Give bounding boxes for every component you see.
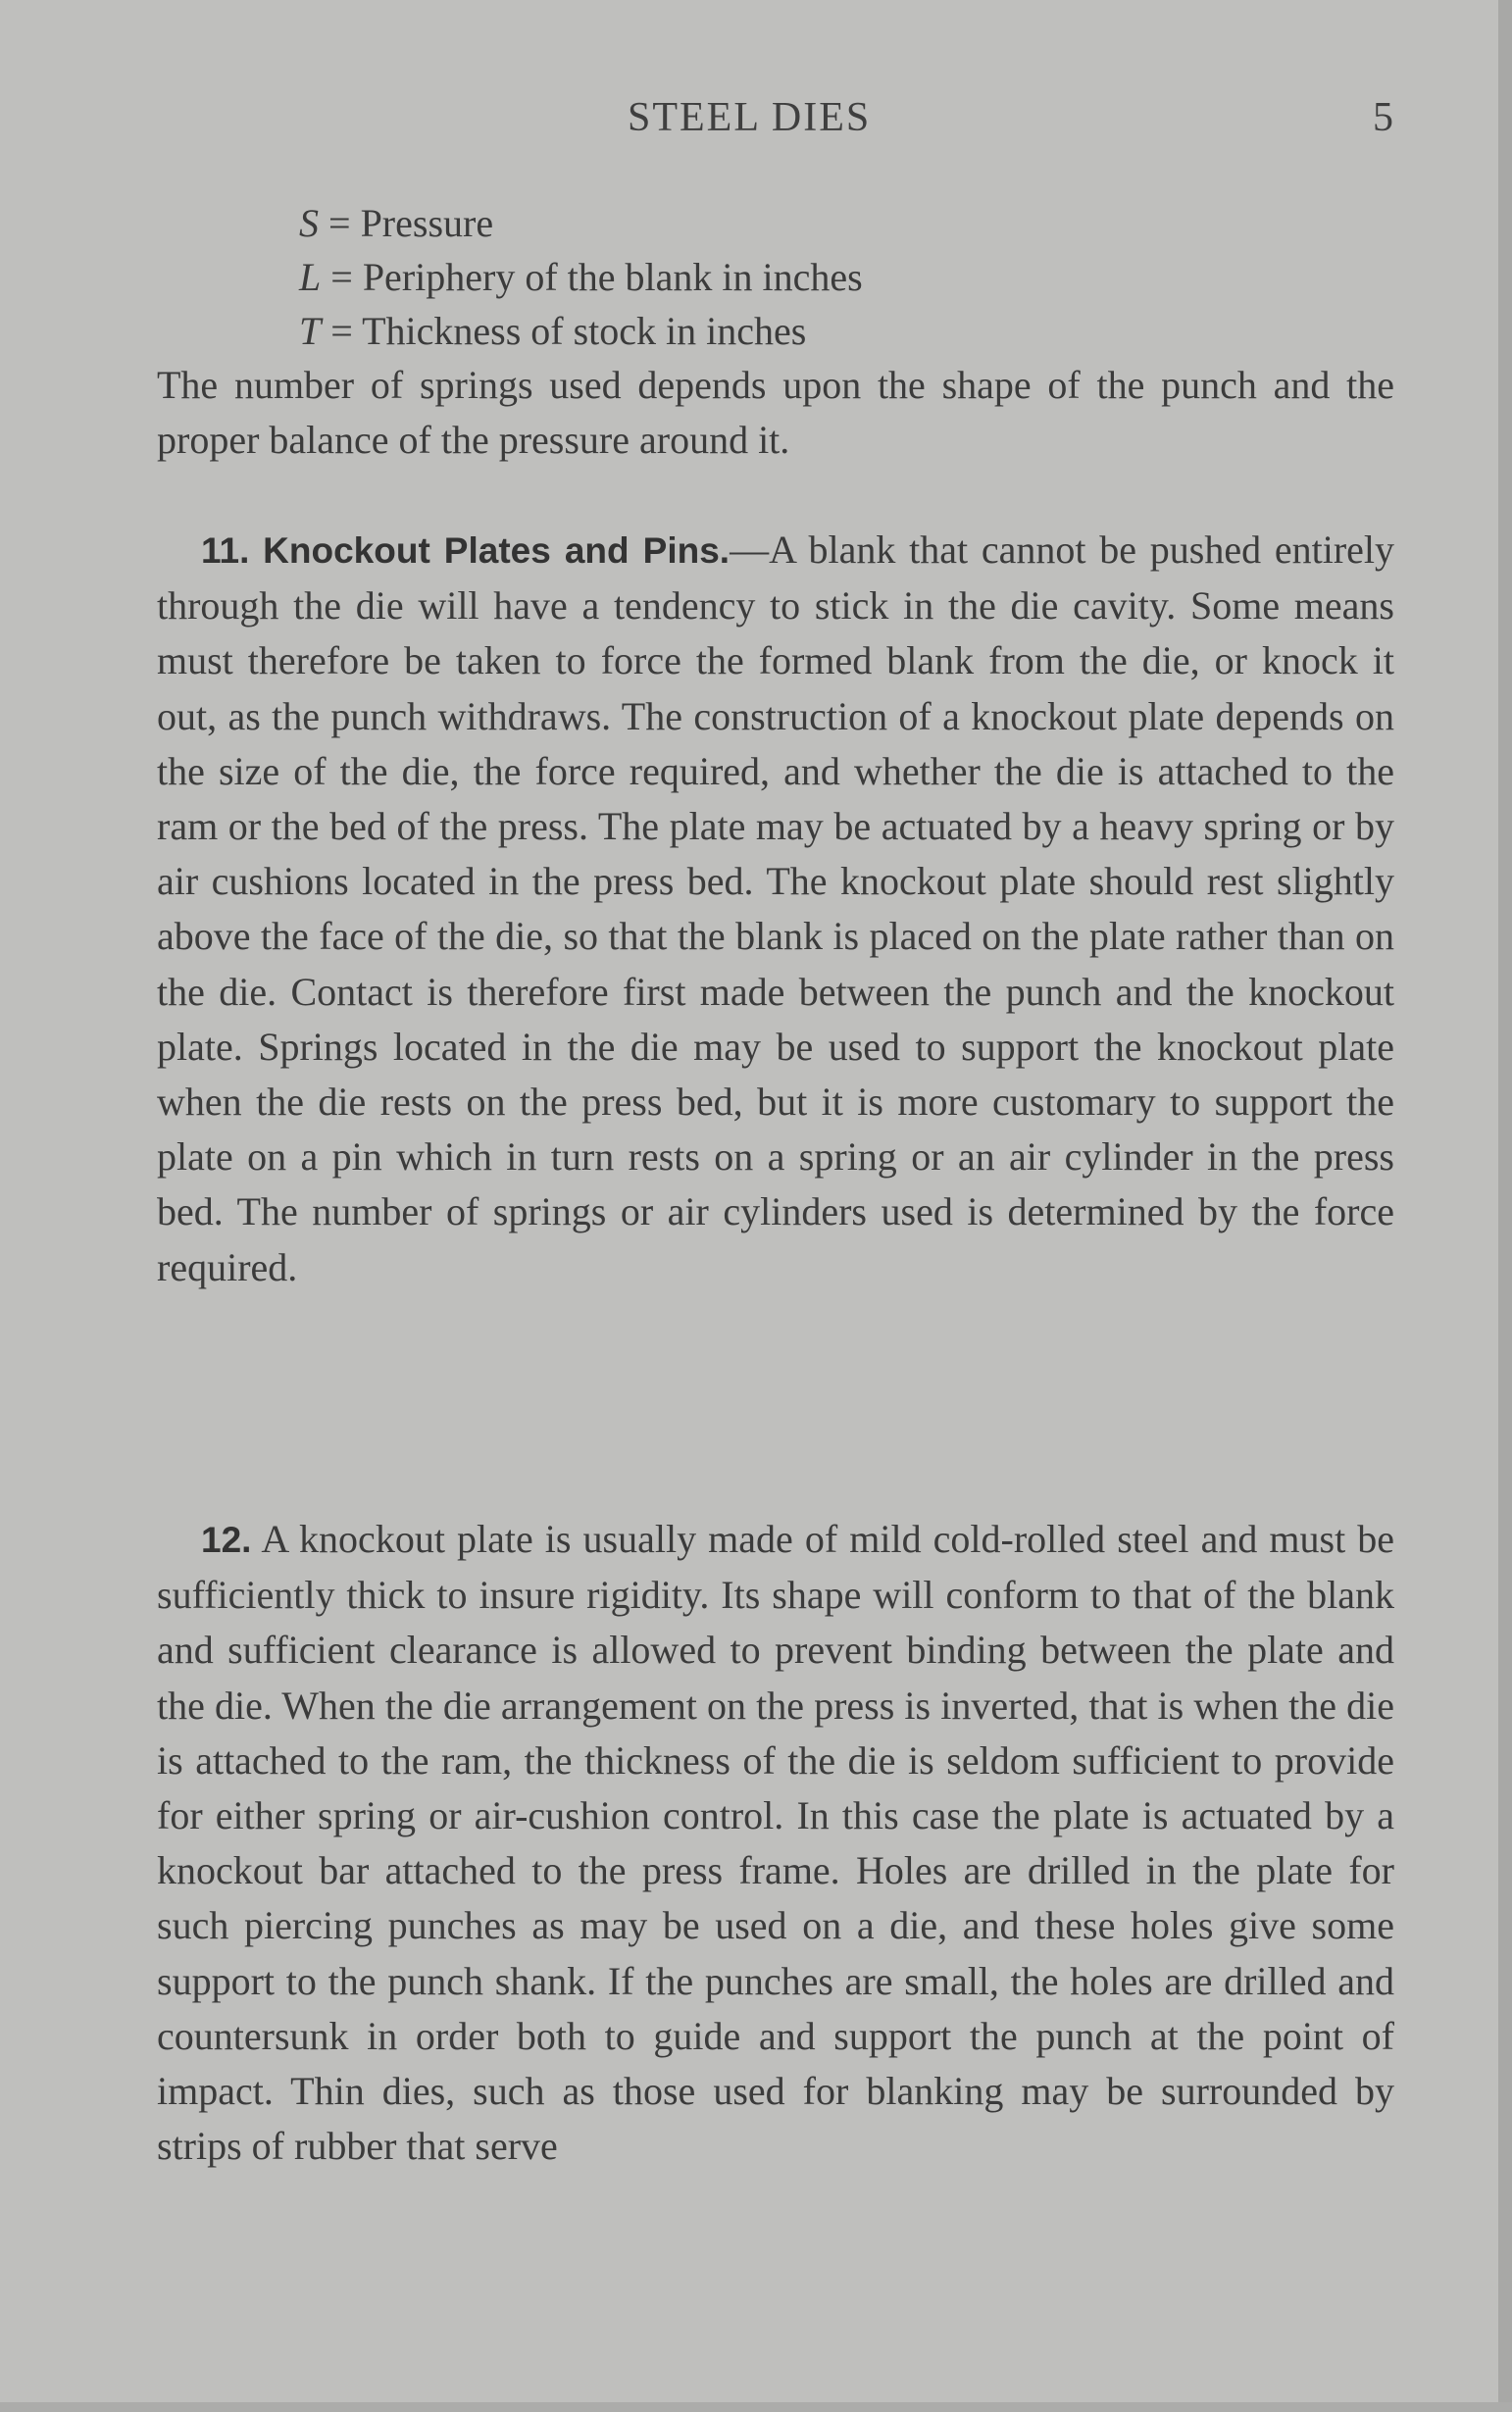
page-bottom-edge [0,2402,1512,2412]
definition-equals: = [321,255,363,299]
section-11-paragraph [157,523,1394,1295]
definition-text: Thickness of stock in inches [362,309,807,353]
running-head: STEEL DIES [628,95,872,140]
section-body: —A blank that cannot be pushed entirely through the die will have a tendency to stick in the die cavity. Some means must therefore be taken to force the formed blank from the die, or knock it out, as the punch withdraws. The construction of a knockout plate depends on the size of the die, the force required, and whether the die is attached to the ram or the bed of the press. The plate may be actuated by a heavy spring or by air cushions located in the press bed. The knockout plate should rest slightly above the face of the die, so that the blank is placed on the plate rather than on the die. Contact is therefore first made between the punch and the knockout plate. Springs located in the die may be used to support the knockout plate when the die rests on the press bed, but it is more customary to support the plate on a pin which in turn rests on a spring or an air cylinder in the press bed. The number of springs or air cylinders used is determined by the force required. [157,528,1395,1289]
definition-text: Pressure [360,201,494,245]
definition-text: Periphery of the blank in inches [362,255,863,299]
variable-definitions [299,196,1378,358]
definition-symbol: L [299,255,322,299]
definition-equals: = [321,309,363,353]
section-12-paragraph [157,1512,1394,2174]
definition-symbol: S [299,201,319,245]
definition-line [299,250,1378,304]
page-edge-shadow [1498,0,1512,2412]
definition-line [299,304,1378,358]
section-number: 12. [201,1520,252,1560]
intro-paragraph: The number of springs used depends upon the shape of the punch and the proper balance of the pressure around it. [157,363,1394,463]
section-number: 11. [201,530,250,571]
section-body: A knockout plate is usually made of mild cold-rolled steel and must be sufficiently thick to insure rigidity. Its shape will conform to that of the blank and sufficient clearance is allowed to prevent binding between the plate and the die. When the die arrangement on the press is inverted, that is when the die is attached to the ram, the thickness of the die is seldom sufficient to provide for either spring or air-cushion control. In this case the plate is actuated by a knockout bar attached to the press frame. Holes are drilled in the plate for such piercing punches as may be used on a die, and these holes give some support to the punch shank. If the punches are small, the holes are drilled and countersunk in order both to guide and support the punch at the point of impact. Thin dies, such as those used for blanking may be surrounded by strips of rubber that serve [157,1517,1394,2169]
definition-line [299,196,1378,250]
definition-equals: = [319,201,361,245]
section-title: Knockout Plates and Pins. [263,530,731,571]
page-number: 5 [1373,95,1393,140]
definition-symbol: T [299,309,322,353]
